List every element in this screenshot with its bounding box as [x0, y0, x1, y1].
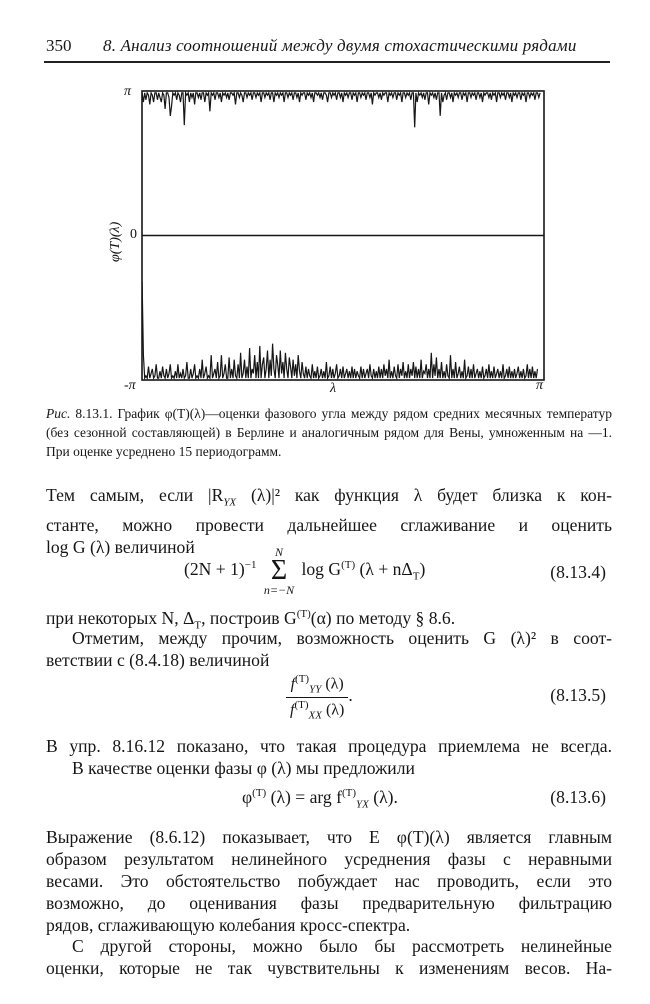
eq3-mid-sub: YX: [356, 798, 369, 811]
paragraph-7-line-1: С другой стороны, можно было бы рассмотреть нелинейные: [72, 936, 612, 956]
fraction-numerator: [286, 673, 348, 698]
equation-number-8-13-5: (8.13.5): [550, 685, 606, 705]
x-axis-label: λ: [330, 381, 337, 396]
paragraph-1-line-1: [46, 484, 612, 514]
sum-lower-limit: n=−N: [263, 583, 295, 597]
paragraph-4-line-1: В упр. 8.16.12 показано, что такая процедура приемлема не всегда.: [46, 736, 612, 756]
series-bottom-band: [142, 282, 537, 379]
x-tick-minus-pi: -π: [124, 378, 136, 393]
p2-text-a: при некоторых N, Δ: [46, 607, 195, 628]
eq1-log-sup: (T): [341, 559, 356, 572]
p1-text-b: (λ)|² как функция λ будет близка к кон-: [250, 485, 613, 505]
equation-8-13-5: [46, 673, 612, 727]
fraction-denominator: [286, 698, 348, 722]
eq2-dot: .: [348, 685, 353, 706]
figure-caption: [46, 404, 612, 461]
caption-lead: Рис.: [46, 406, 71, 421]
num-tail: (λ): [325, 675, 344, 693]
y-axis-label: φ(T)(λ): [108, 221, 123, 262]
num-f: f: [290, 675, 296, 693]
equation-8-13-6: [46, 785, 612, 815]
eq3-mid: (λ) = arg f: [270, 787, 342, 807]
paragraph-6: [46, 826, 612, 936]
paragraph-6-line-5: рядов, сглаживающую колебания кросс-спектра.: [46, 915, 411, 935]
eq1-log: log G: [301, 559, 342, 580]
den-tail: (λ): [325, 700, 345, 718]
caption-text: 8.13.1. График φ(T)(λ)—оценки фазового угла между рядом средних месячных температур (без сезонной составляющей) в Берлине и аналогичным рядом для Вены, умноженным на —1. При оценке усреднено 15 периодограмм.: [46, 406, 612, 459]
p2-sup: (T): [296, 608, 311, 620]
paragraph-1-line-2: станте, можно провести дальнейшее сглаживание и оценить: [46, 514, 612, 535]
paragraph-1-line-3: log G (λ) величиной: [46, 536, 195, 557]
fraction: [286, 673, 348, 721]
paragraph-5-line-1: В качестве оценки фазы φ (λ) мы предложили: [72, 758, 415, 778]
x-tick-pi: π: [536, 378, 544, 393]
page-number: 350: [46, 36, 72, 55]
p2-text-c: (α) по методу § 8.6.: [310, 607, 456, 628]
paragraph-7: [46, 935, 612, 979]
eq3-phi: φ: [242, 787, 253, 807]
den-sup: (T): [294, 698, 309, 711]
sum-upper-limit: N: [274, 545, 283, 559]
series-top-band: [142, 93, 540, 128]
paragraph-4: [46, 735, 612, 757]
p2-sub: T: [194, 619, 202, 632]
paragraph-6-line-3: весами. Это обстоятельство побуждает нас проводить, если это: [46, 871, 612, 891]
p2-text-b: , построив G: [201, 607, 297, 628]
equation-number-8-13-4: (8.13.4): [550, 562, 606, 582]
paragraph-3-line-2: ветствии с (8.4.18) величиной: [46, 650, 270, 670]
den-f: f: [290, 700, 295, 718]
num-sub: YY: [309, 683, 322, 696]
num-sup: (T): [295, 673, 310, 685]
eq3-mid-sup: (T): [341, 787, 357, 800]
p1-sub: YX: [223, 496, 237, 509]
eq1-left: (2N + 1): [184, 559, 245, 580]
paragraph-5: [46, 757, 612, 779]
paragraph-6-line-1: Выражение (8.6.12) показывает, что E φ(T)(λ) является главным: [46, 827, 612, 847]
paragraph-3: [46, 627, 612, 671]
phase-plot: [0, 0, 650, 400]
eq1-arg: (λ + nΔ: [359, 559, 413, 580]
eq3-tail: (λ).: [373, 787, 398, 807]
equation-number-8-13-6: (8.13.6): [550, 787, 606, 807]
den-sub: XX: [308, 709, 322, 722]
paragraph-6-line-4: возможно, до оценивания фазы предварительную фильтрацию: [46, 893, 612, 913]
eq1-arg-sub: T: [412, 570, 420, 583]
eq1-close: ): [419, 559, 426, 580]
sum-sign: Σ: [270, 555, 288, 586]
eq3-phi-sup: (T): [252, 787, 267, 800]
paragraph-7-line-2: оценки, которые не так чувствительны к изменениям весов. На-: [46, 958, 612, 978]
paragraph-6-line-2: образом результатом нелинейного усреднения фазы с неравными: [46, 849, 612, 869]
paragraph-3-line-1: Отметим, между прочим, возможность оценить G (λ)² в соот-: [72, 628, 612, 648]
p1-text-a: Тем самым, если |R: [46, 485, 224, 505]
eq1-left-sup: −1: [244, 559, 257, 572]
running-header-title: 8. Анализ соотношений между двумя стохастическими рядами: [103, 36, 577, 55]
summation: [264, 546, 294, 596]
y-tick-pi: π: [124, 84, 132, 99]
equation-8-13-4: [46, 544, 612, 596]
y-tick-zero: 0: [130, 227, 137, 242]
